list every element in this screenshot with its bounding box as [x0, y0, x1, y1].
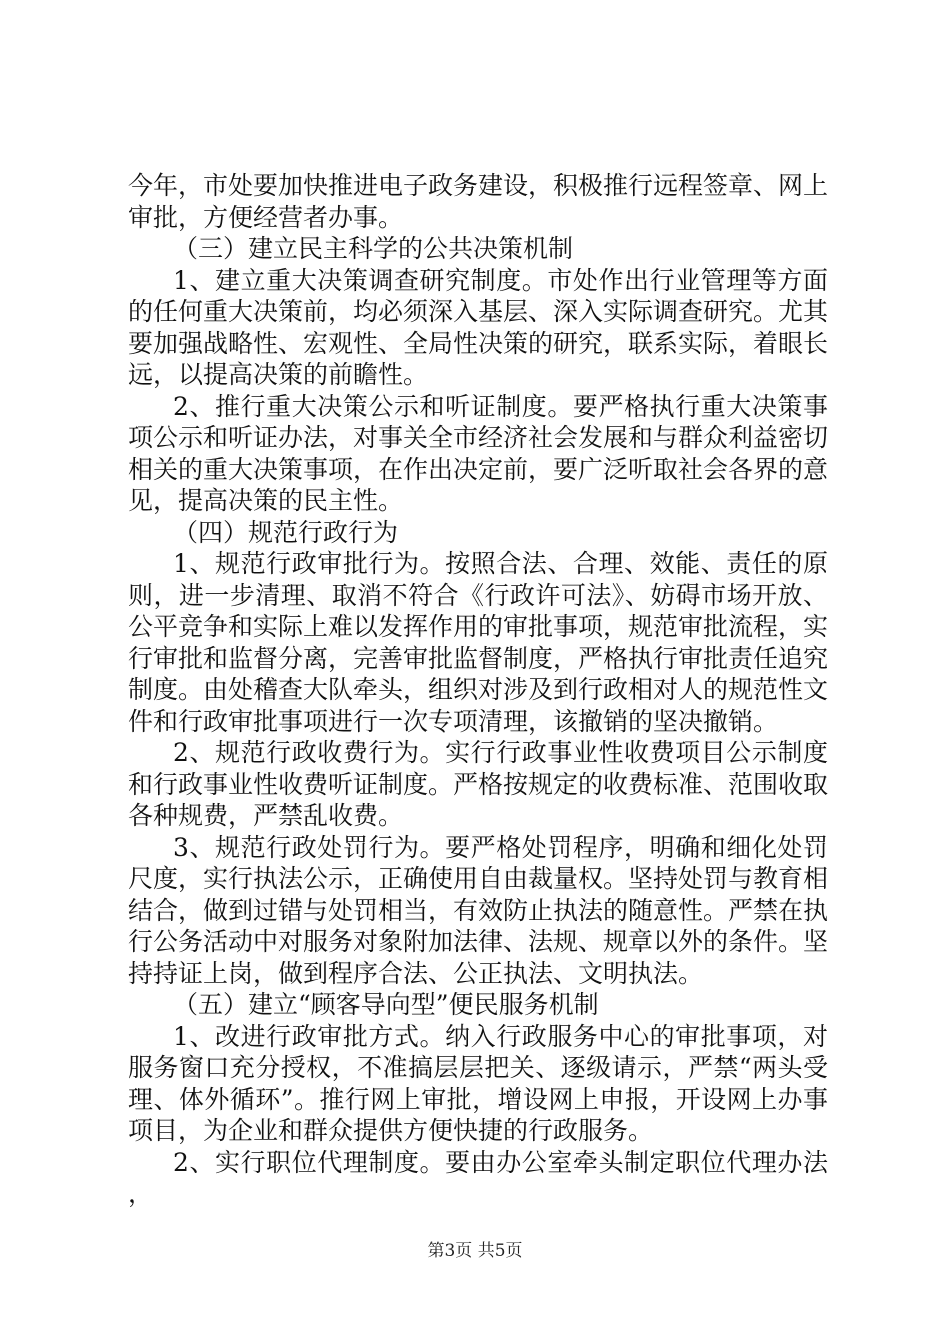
section-heading-3: （三）建立民主科学的公共决策机制 — [173, 234, 574, 263]
paragraph: 1、建立重大决策调查研究制度。市处作出行业管理等方面的任何重大决策前，均必须深入基层、深入实际调查研究。尤其要加强战略性、宏观性、全局性决策的研究，联系实际，着眼长远，以提高决策的前瞻性。 — [128, 265, 829, 389]
document-body — [128, 170, 828, 1210]
paragraph: 2、推行重大决策公示和听证制度。要严格执行重大决策事项公示和听证办法，对事关全市经济社会发展和与群众利益密切相关的重大决策事项，在作出决定前，要广泛听取社会各界的意见，提高决策的民主性。 — [128, 391, 829, 515]
paragraph: 1、规范行政审批行为。按照合法、合理、效能、责任的原则，进一步清理、取消不符合《行政许可法》、妨碍市场开放、公平竞争和实际上难以发挥作用的审批事项，规范审批流程，实行审批和监督分离，完善审批监督制度，严格执行审批责任追究制度。由处稽查大队牵头，组织对涉及到行政相对人的规范性文件和行政审批事项进行一次专项清理，该撤销的坚决撤销。 — [128, 549, 829, 736]
paragraph: 2、规范行政收费行为。实行行政事业性收费项目公示制度和行政事业性收费听证制度。严格按规定的收费标准、范围收取各种规费，严禁乱收费。 — [128, 738, 829, 830]
paragraph-continued: 今年，市处要加快推进电子政务建设，积极推行远程签章、网上审批，方便经营者办事。 — [128, 171, 829, 232]
paragraph: 3、规范行政处罚行为。要严格处罚程序，明确和细化处罚尺度，实行执法公示，正确使用自由裁量权。坚持处罚与教育相结合，做到过错与处罚相当，有效防止执法的随意性。严禁在执行公务活动中对服务对象附加法律、法规、规章以外的条件。坚持持证上岗，做到程序合法、公正执法、文明执法。 — [128, 832, 829, 988]
page-number-label: 第3页 共5页 — [427, 1241, 523, 1261]
paragraph: 2、实行职位代理制度。要由办公室牵头制定职位代理办法， — [128, 1147, 828, 1208]
page-footer — [0, 1241, 950, 1261]
section-heading-5: （五）建立“顾客导向型”便民服务机制 — [173, 990, 599, 1019]
paragraph: 1、改进行政审批方式。纳入行政服务中心的审批事项，对服务窗口充分授权，不准搞层层把关、逐级请示，严禁“两头受理、体外循环”。推行网上审批，增设网上申报，开设网上办事项目，为企业和群众提供方便快捷的行政服务。 — [128, 1021, 828, 1145]
section-heading-4: （四）规范行政行为 — [173, 517, 399, 547]
